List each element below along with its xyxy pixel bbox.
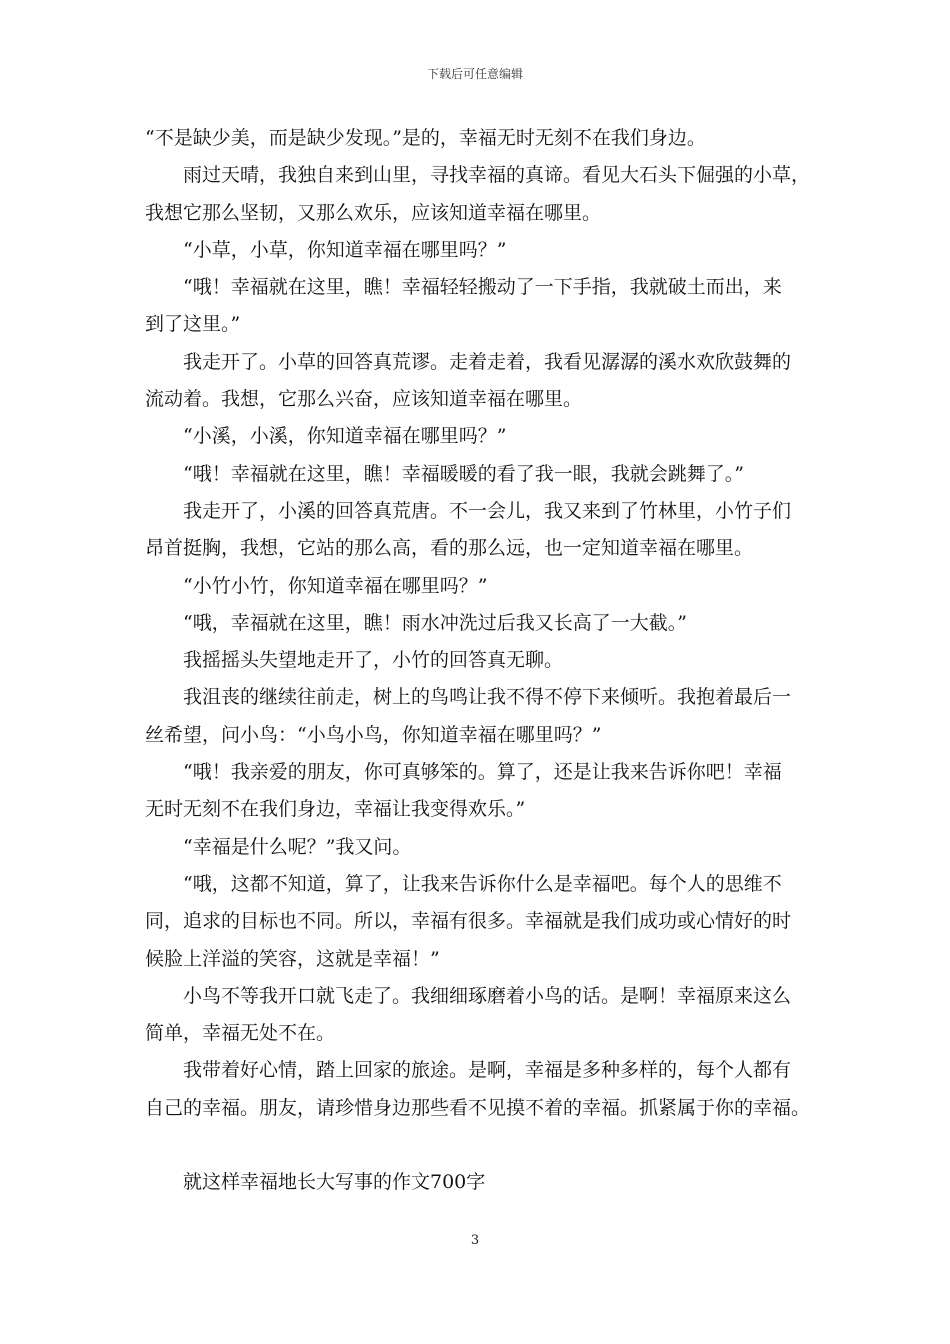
paragraph-gap <box>145 1127 825 1164</box>
paragraph-line: 同，追求的目标也不同。所以，幸福有很多。幸福就是我们成功或心情好的时 <box>145 910 792 933</box>
paragraph-line: 丝希望，问小鸟：“小鸟小鸟，你知道幸福在哪里吗？” <box>145 723 602 746</box>
paragraph-line: 我走开了。小草的回答真荒谬。走着走着，我看见潺潺的溪水欢欣鼓舞的 <box>183 350 792 373</box>
paragraph-line: 昂首挺胸，我想，它站的那么高，看的那么远，也一定知道幸福在哪里。 <box>145 537 754 560</box>
essay-body <box>145 120 825 1201</box>
paragraph-line: “哦！幸福就在这里，瞧！幸福轻轻搬动了一下手指，我就破土而出，来 <box>183 276 782 299</box>
paragraph-line: “哦，幸福就在这里，瞧！雨水冲洗过后我又长高了一大截。” <box>183 611 687 634</box>
paragraph-line: “哦，这都不知道，算了，让我来告诉你什么是幸福吧。每个人的思维不 <box>183 872 782 895</box>
paragraph-line: 小鸟不等我开口就飞走了。我细细琢磨着小鸟的话。是啊！幸福原来这么 <box>183 984 792 1007</box>
next-essay-title: 就这样幸福地长大写事的作文700字 <box>183 1171 486 1194</box>
page-header: 下载后可任意编辑 <box>426 67 523 81</box>
paragraph-line: “哦！幸福就在这里，瞧！幸福暖暖的看了我一眼，我就会跳舞了。” <box>183 462 744 485</box>
paragraph-line: 候脸上洋溢的笑容，这就是幸福！” <box>145 947 440 970</box>
paragraph-line: 我想它那么坚韧，又那么欢乐，应该知道幸福在哪里。 <box>145 201 602 224</box>
paragraph-line: 到了这里。” <box>145 313 241 336</box>
paragraph-line: 我走开了，小溪的回答真荒唐。不一会儿，我又来到了竹林里，小竹子们 <box>183 499 792 522</box>
paragraph-line: “小草，小草，你知道幸福在哪里吗？” <box>183 238 507 261</box>
paragraph-line: 流动着。我想，它那么兴奋，应该知道幸福在哪里。 <box>145 388 583 411</box>
paragraph-line: “小竹小竹，你知道幸福在哪里吗？” <box>183 574 488 597</box>
paragraph-line: 简单，幸福无处不在。 <box>145 1022 336 1045</box>
paragraph-line: 无时无刻不在我们身边，幸福让我变得欢乐。” <box>145 798 526 821</box>
paragraph-line: 自己的幸福。朋友，请珍惜身边那些看不见摸不着的幸福。抓紧属于你的幸福。 <box>145 1096 811 1119</box>
paragraph-line: “哦！我亲爱的朋友，你可真够笨的。算了，还是让我来告诉你吧！幸福 <box>183 761 782 784</box>
page-number: 3 <box>470 1233 480 1248</box>
paragraph-line: 我沮丧的继续往前走，树上的鸟鸣让我不得不停下来倾听。我抱着最后一 <box>183 686 792 709</box>
paragraph-line: 雨过天晴，我独自来到山里，寻找幸福的真谛。看见大石头下倔强的小草， <box>183 164 811 187</box>
paragraph-line: “幸福是什么呢？”我又问。 <box>183 835 412 858</box>
paragraph-line: 我摇摇头失望地走开了，小竹的回答真无聊。 <box>183 649 564 672</box>
paragraph-line: “不是缺少美，而是缺少发现。”是的，幸福无时无刻不在我们身边。 <box>145 127 706 149</box>
paragraph-line: 我带着好心情，踏上回家的旅途。是啊，幸福是多种多样的，每个人都有 <box>183 1059 792 1082</box>
paragraph-line: “小溪，小溪，你知道幸福在哪里吗？” <box>183 425 507 448</box>
